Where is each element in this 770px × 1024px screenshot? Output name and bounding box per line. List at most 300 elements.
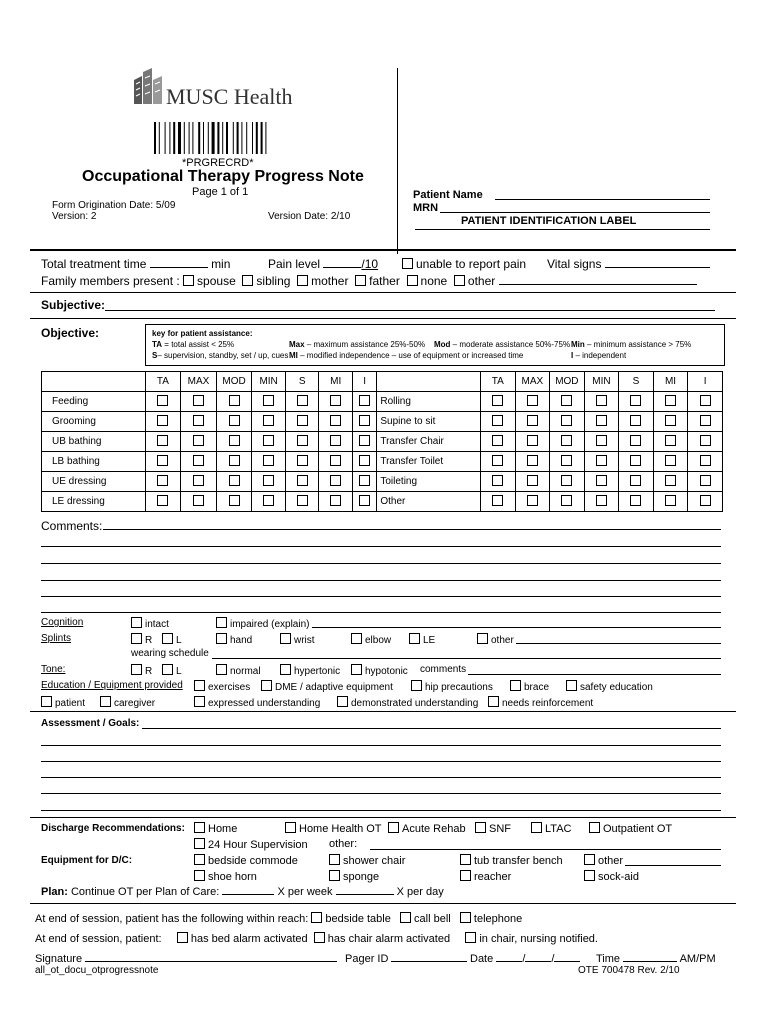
time-label: Time [596,953,621,965]
header-divider [397,68,398,254]
rating-checkbox[interactable] [297,455,308,466]
rating-cell [352,412,376,432]
rating-cell [688,432,723,452]
rating-cell [285,392,319,412]
key-i-abbr: I [571,351,574,360]
brace-checkbox[interactable] [510,680,521,691]
other-family-field[interactable] [499,284,697,285]
splints-r-checkbox[interactable] [131,633,142,644]
sock-aid-option[interactable] [584,870,639,883]
needs-label: needs reinforcement [502,698,594,709]
caregiver-checkbox[interactable] [100,696,111,707]
caregiver-option[interactable] [100,696,155,709]
rating-checkbox[interactable] [665,495,676,506]
other-family-checkbox[interactable] [454,275,465,286]
rating-checkbox[interactable] [193,415,204,426]
rating-checkbox[interactable] [630,415,641,426]
patient-option[interactable] [41,696,85,709]
signature-row [35,953,337,965]
date-year-field[interactable] [554,961,580,962]
rating-checkbox[interactable] [229,455,240,466]
equipment-other-field[interactable] [625,865,721,866]
home-health-checkbox[interactable] [285,822,296,833]
demonstrated-option[interactable] [337,696,478,709]
pager-field[interactable] [391,961,467,962]
rating-checkbox[interactable] [263,395,274,406]
expressed-option[interactable] [194,696,320,709]
rating-cell [550,392,585,412]
ltac-option[interactable] [531,822,572,835]
brace-option[interactable] [510,680,549,693]
rating-checkbox[interactable] [700,395,711,406]
patient-name-field[interactable] [495,199,710,200]
tub-bench-option[interactable] [460,854,563,867]
rating-checkbox[interactable] [297,395,308,406]
assessment-line-6[interactable] [41,810,721,811]
shower-chair-option[interactable] [329,854,405,867]
time-field[interactable] [623,961,677,962]
rating-cell [481,452,516,472]
intact-option[interactable] [131,617,169,630]
unable-pain-option[interactable] [402,257,526,271]
reacher-option[interactable] [460,870,511,883]
treatment-time-row [41,257,230,271]
rating-checkbox[interactable] [263,495,274,506]
mother-checkbox[interactable] [297,275,308,286]
vital-signs-label: Vital signs [547,257,602,271]
tone-l-option[interactable] [162,664,182,677]
spouse-option[interactable] [183,274,236,288]
equipment-other-label: other [598,855,624,867]
rating-checkbox[interactable] [193,455,204,466]
rating-checkbox[interactable] [665,475,676,486]
rating-checkbox[interactable] [630,395,641,406]
rating-checkbox[interactable] [527,415,538,426]
comments-line-5[interactable] [41,596,721,597]
page-number: Page 1 of 1 [192,186,249,198]
splints-l-label: L [176,635,182,646]
patient-id-label: PATIENT IDENTIFICATION LABEL [461,215,637,227]
rating-checkbox[interactable] [229,475,240,486]
in-chair-option[interactable] [465,933,598,945]
elbow-checkbox[interactable] [351,633,362,644]
hypotonic-option[interactable] [351,664,408,677]
family-row [41,274,697,288]
sock-aid-checkbox[interactable] [584,870,595,881]
rating-checkbox[interactable] [700,435,711,446]
assessment-line-5[interactable] [41,793,721,794]
rating-cell [319,472,353,492]
subjective-field[interactable] [105,310,715,311]
wrist-option[interactable] [280,633,315,646]
exercises-option[interactable] [194,680,250,693]
rating-cell [584,392,619,412]
rating-cell [216,492,252,512]
rating-checkbox[interactable] [596,475,607,486]
rating-checkbox[interactable] [330,495,341,506]
assessment-label: Assessment / Goals: [41,718,140,729]
signature-field[interactable] [85,961,337,962]
rating-checkbox[interactable] [492,435,503,446]
wearing-schedule-field[interactable] [212,658,721,659]
dme-option[interactable] [261,680,393,693]
intact-checkbox[interactable] [131,617,142,628]
rating-checkbox[interactable] [330,435,341,446]
date-slash-2: / [551,953,555,965]
expressed-checkbox[interactable] [194,696,205,707]
hand-checkbox[interactable] [216,633,227,644]
rating-checkbox[interactable] [596,455,607,466]
dme-checkbox[interactable] [261,680,272,691]
rating-cell [481,432,516,452]
table-row [42,472,723,492]
rating-checkbox[interactable] [330,475,341,486]
rating-cell [481,492,516,512]
rating-checkbox[interactable] [297,475,308,486]
assessment-line-4[interactable] [41,777,721,778]
rating-checkbox[interactable] [700,455,711,466]
x-day-field[interactable] [336,894,394,895]
rating-cell [145,452,181,472]
snf-label: SNF [489,823,511,835]
outpatient-checkbox[interactable] [589,822,600,833]
rating-cell [481,412,516,432]
needs-option[interactable] [488,696,593,709]
rating-checkbox[interactable] [561,435,572,446]
spouse-checkbox[interactable] [183,275,194,286]
outpatient-option[interactable] [589,822,672,835]
impaired-checkbox[interactable] [216,617,227,628]
rating-cell [550,452,585,472]
wrist-checkbox[interactable] [280,633,291,644]
rating-checkbox[interactable] [297,495,308,506]
supervision-checkbox[interactable] [194,838,205,849]
rating-checkbox[interactable] [596,495,607,506]
rating-checkbox[interactable] [359,435,370,446]
discharge-other-field[interactable] [370,849,721,850]
rating-checkbox[interactable] [157,415,168,426]
date-day-field[interactable] [525,961,551,962]
rating-cell [216,452,252,472]
shower-chair-checkbox[interactable] [329,854,340,865]
safety-checkbox[interactable] [566,680,577,691]
column-header: I [688,372,723,392]
rating-checkbox[interactable] [229,435,240,446]
shower-chair-label: shower chair [343,855,406,867]
rating-checkbox[interactable] [157,495,168,506]
home-option[interactable] [194,822,237,835]
pain-level-label: Pain level [268,257,321,271]
tub-bench-checkbox[interactable] [460,854,471,865]
commode-option[interactable] [194,854,298,867]
rating-checkbox[interactable] [492,495,503,506]
rating-checkbox[interactable] [527,455,538,466]
other-family-option[interactable] [454,274,495,288]
column-header: MOD [216,372,252,392]
home-health-option[interactable] [285,822,382,835]
rating-checkbox[interactable] [193,395,204,406]
rating-cell [285,492,319,512]
caregiver-label: caregiver [114,698,156,709]
equipment-other-option[interactable] [584,854,623,867]
splints-l-option[interactable] [162,633,182,646]
tone-r-checkbox[interactable] [131,664,142,675]
rating-checkbox[interactable] [263,435,274,446]
impaired-explain-field[interactable] [312,627,721,628]
rating-cell [653,452,688,472]
acute-rehab-checkbox[interactable] [388,822,399,833]
section-rule-discharge [30,817,736,818]
rating-checkbox[interactable] [665,415,676,426]
snf-option[interactable] [475,822,511,835]
hypertonic-option[interactable] [280,664,340,677]
call-bell-option[interactable] [400,913,451,925]
tone-comments-field[interactable] [468,674,721,675]
date-slash-1: / [522,953,526,965]
tone-l-checkbox[interactable] [162,664,173,675]
rating-cell [285,432,319,452]
rating-checkbox[interactable] [492,415,503,426]
snf-checkbox[interactable] [475,822,486,833]
assessment-line-3[interactable] [41,761,721,762]
unable-pain-checkbox[interactable] [402,258,413,269]
rating-checkbox[interactable] [561,495,572,506]
splints-other-checkbox[interactable] [477,633,488,644]
shoe-horn-checkbox[interactable] [194,870,205,881]
normal-checkbox[interactable] [216,664,227,675]
hand-option[interactable] [216,633,252,646]
rating-checkbox[interactable] [263,475,274,486]
assessment-line-1[interactable] [142,728,721,729]
none-checkbox[interactable] [407,275,418,286]
hip-checkbox[interactable] [411,680,422,691]
table-row [42,392,723,412]
rating-checkbox[interactable] [527,495,538,506]
rating-cell [515,472,550,492]
section-rule-end [30,903,736,904]
total-time-field[interactable] [150,267,208,268]
rating-checkbox[interactable] [359,415,370,426]
rating-checkbox[interactable] [297,435,308,446]
revision: OTE 700478 Rev. 2/10 [578,965,680,976]
le-checkbox[interactable] [409,633,420,644]
subjective-label: Subjective: [41,298,106,312]
rating-checkbox[interactable] [665,455,676,466]
comments-line-2[interactable] [41,546,721,547]
normal-option[interactable] [216,664,261,677]
rating-checkbox[interactable] [229,415,240,426]
assessment-line-2[interactable] [41,745,721,746]
shoe-horn-label: shoe horn [208,871,257,883]
telephone-checkbox[interactable] [460,912,471,923]
comments-line-6[interactable] [41,612,721,613]
rating-checkbox[interactable] [561,395,572,406]
chair-alarm-label: has chair alarm activated [327,933,451,945]
none-option[interactable] [407,274,448,288]
hypertonic-checkbox[interactable] [280,664,291,675]
splints-other-field[interactable] [516,643,721,644]
rating-checkbox[interactable] [492,395,503,406]
shoe-horn-option[interactable] [194,870,257,883]
rating-cell [145,412,181,432]
education-label: Education / Equipment provided [41,680,183,691]
in-chair-checkbox[interactable] [465,932,476,943]
vital-signs-field[interactable] [605,267,710,268]
rating-checkbox[interactable] [700,415,711,426]
x-week-field[interactable] [222,894,274,895]
rating-checkbox[interactable] [630,455,641,466]
rating-checkbox[interactable] [665,435,676,446]
acute-rehab-option[interactable] [388,822,466,835]
rating-checkbox[interactable] [263,415,274,426]
rating-checkbox[interactable] [263,455,274,466]
rating-checkbox[interactable] [492,455,503,466]
demonstrated-checkbox[interactable] [337,696,348,707]
splints-label: Splints [41,633,72,644]
rating-checkbox[interactable] [359,395,370,406]
bedside-table-checkbox[interactable] [311,912,322,923]
hypotonic-checkbox[interactable] [351,664,362,675]
rating-checkbox[interactable] [157,475,168,486]
rating-checkbox[interactable] [527,395,538,406]
bed-alarm-checkbox[interactable] [177,932,188,943]
rating-checkbox[interactable] [700,495,711,506]
splints-l-checkbox[interactable] [162,633,173,644]
elbow-option[interactable] [351,633,391,646]
telephone-option[interactable] [460,913,522,925]
rating-cell [145,472,181,492]
rating-checkbox[interactable] [630,475,641,486]
impaired-option[interactable] [216,617,309,630]
safety-option[interactable] [566,680,653,693]
patient-id-line [415,229,710,230]
splints-other-label: other [491,635,514,646]
spouse-label: spouse [197,274,236,288]
bed-alarm-option[interactable] [177,933,308,945]
bedside-table-option[interactable] [311,913,390,925]
sibling-checkbox[interactable] [242,275,253,286]
rating-cell [481,392,516,412]
tub-bench-label: tub transfer bench [474,855,563,867]
father-option[interactable] [355,274,400,288]
rating-cell [550,412,585,432]
rating-checkbox[interactable] [527,475,538,486]
father-checkbox[interactable] [355,275,366,286]
equipment-label: Equipment for D/C: [41,855,133,866]
rating-checkbox[interactable] [561,455,572,466]
rating-checkbox[interactable] [630,435,641,446]
rating-checkbox[interactable] [492,475,503,486]
rating-checkbox[interactable] [359,495,370,506]
comments-line-1[interactable] [103,529,721,530]
rating-cell [181,432,217,452]
rating-cell [216,412,252,432]
chair-alarm-option[interactable] [314,933,450,945]
rating-checkbox[interactable] [665,395,676,406]
patient-name-label: Patient Name [413,189,483,201]
ltac-checkbox[interactable] [531,822,542,833]
commode-checkbox[interactable] [194,854,205,865]
supervision-option[interactable] [194,838,308,851]
exercises-checkbox[interactable] [194,680,205,691]
key-mod-text: – moderate assistance 50%-75% [450,340,571,349]
rating-checkbox[interactable] [561,475,572,486]
rating-checkbox[interactable] [630,495,641,506]
sponge-checkbox[interactable] [329,870,340,881]
rating-checkbox[interactable] [229,395,240,406]
ltac-label: LTAC [545,823,572,835]
chair-alarm-checkbox[interactable] [314,932,325,943]
in-chair-label: in chair, nursing notified. [479,933,598,945]
rating-checkbox[interactable] [596,435,607,446]
splints-r-option[interactable] [131,633,152,646]
key-s [152,350,288,361]
rating-checkbox[interactable] [359,455,370,466]
rating-checkbox[interactable] [330,415,341,426]
rating-checkbox[interactable] [700,475,711,486]
patient-checkbox[interactable] [41,696,52,707]
key-max-abbr: Max [289,340,305,349]
rating-checkbox[interactable] [157,395,168,406]
key-max-text: – maximum assistance 25%-50% [304,340,426,349]
tone-r-option[interactable] [131,664,152,677]
date-row [470,953,580,965]
mrn-field[interactable] [440,212,710,213]
sponge-option[interactable] [329,870,379,883]
equipment-other-checkbox[interactable] [584,854,595,865]
rating-checkbox[interactable] [596,395,607,406]
row-label: Rolling [377,392,481,412]
rating-checkbox[interactable] [193,495,204,506]
barcode-icon [154,122,294,154]
rating-checkbox[interactable] [330,455,341,466]
column-header: MI [653,372,688,392]
rating-checkbox[interactable] [359,475,370,486]
rating-checkbox[interactable] [330,395,341,406]
date-month-field[interactable] [496,961,522,962]
key-min [571,339,691,350]
le-label: LE [423,635,436,646]
mother-label: mother [311,274,349,288]
splints-other-option[interactable] [477,633,514,646]
rating-cell [252,492,286,512]
sibling-option[interactable] [242,274,290,288]
rating-checkbox[interactable] [527,435,538,446]
rating-checkbox[interactable] [157,455,168,466]
rating-checkbox[interactable] [596,415,607,426]
rating-checkbox[interactable] [561,415,572,426]
hip-option[interactable] [411,680,493,693]
needs-checkbox[interactable] [488,696,499,707]
rating-checkbox[interactable] [193,475,204,486]
call-bell-checkbox[interactable] [400,912,411,923]
rating-checkbox[interactable] [193,435,204,446]
tone-label: Tone: [41,664,66,675]
rating-checkbox[interactable] [157,435,168,446]
reacher-checkbox[interactable] [460,870,471,881]
rating-checkbox[interactable] [229,495,240,506]
le-option[interactable] [409,633,435,646]
rating-checkbox[interactable] [297,415,308,426]
home-checkbox[interactable] [194,822,205,833]
comments-line-4[interactable] [41,580,721,581]
rating-cell [550,432,585,452]
pain-level-field[interactable] [323,267,361,268]
rating-cell [550,472,585,492]
comments-line-3[interactable] [41,563,721,564]
impaired-label: impaired (explain) [230,619,310,630]
mother-option[interactable] [297,274,348,288]
